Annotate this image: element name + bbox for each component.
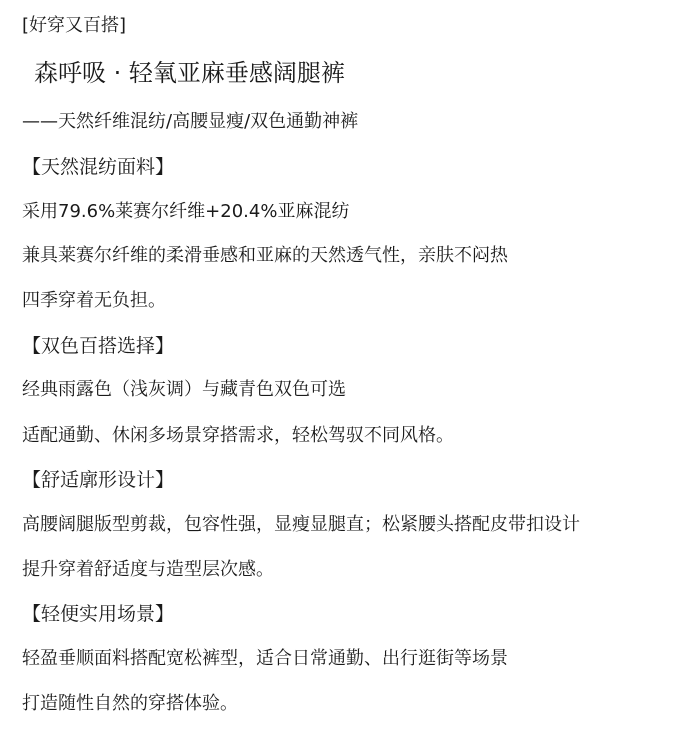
body-line: 高腰阔腿版型剪裁，包容性强，显瘦显腿直；松紧腰头搭配皮带扣设计	[22, 514, 580, 535]
body-line: 采用79.6%莱赛尔纤维+20.4%亚麻混纺	[22, 201, 350, 222]
product-subtitle: ——天然纤维混纺/高腰显瘦/双色通勤神裤	[22, 111, 359, 132]
body-line: 经典雨露色（浅灰调）与藏青色双色可选	[22, 379, 346, 400]
body-line: 轻盈垂顺面料搭配宽松裤型，适合日常通勤、出行逛街等场景	[22, 648, 508, 669]
body-line: 适配通勤、休闲多场景穿搭需求，轻松驾驭不同风格。	[22, 425, 454, 446]
body-line: 兼具莱赛尔纤维的柔滑垂感和亚麻的天然透气性，亲肤不闷热	[22, 245, 508, 266]
tag-label: [好穿又百搭]	[22, 15, 127, 36]
body-line: 四季穿着无负担。	[22, 290, 166, 311]
section-heading-scenes: 【轻便实用场景】	[22, 603, 175, 625]
section-heading-fabric: 【天然混纺面料】	[22, 156, 175, 178]
section-heading-fit: 【舒适廓形设计】	[22, 469, 175, 491]
body-line: 提升穿着舒适度与造型层次感。	[22, 559, 274, 580]
body-line: 打造随性自然的穿搭体验。	[22, 693, 238, 714]
section-heading-colors: 【双色百搭选择】	[22, 335, 175, 357]
product-title: 森呼吸 · 轻氧亚麻垂感阔腿裤	[34, 59, 345, 87]
